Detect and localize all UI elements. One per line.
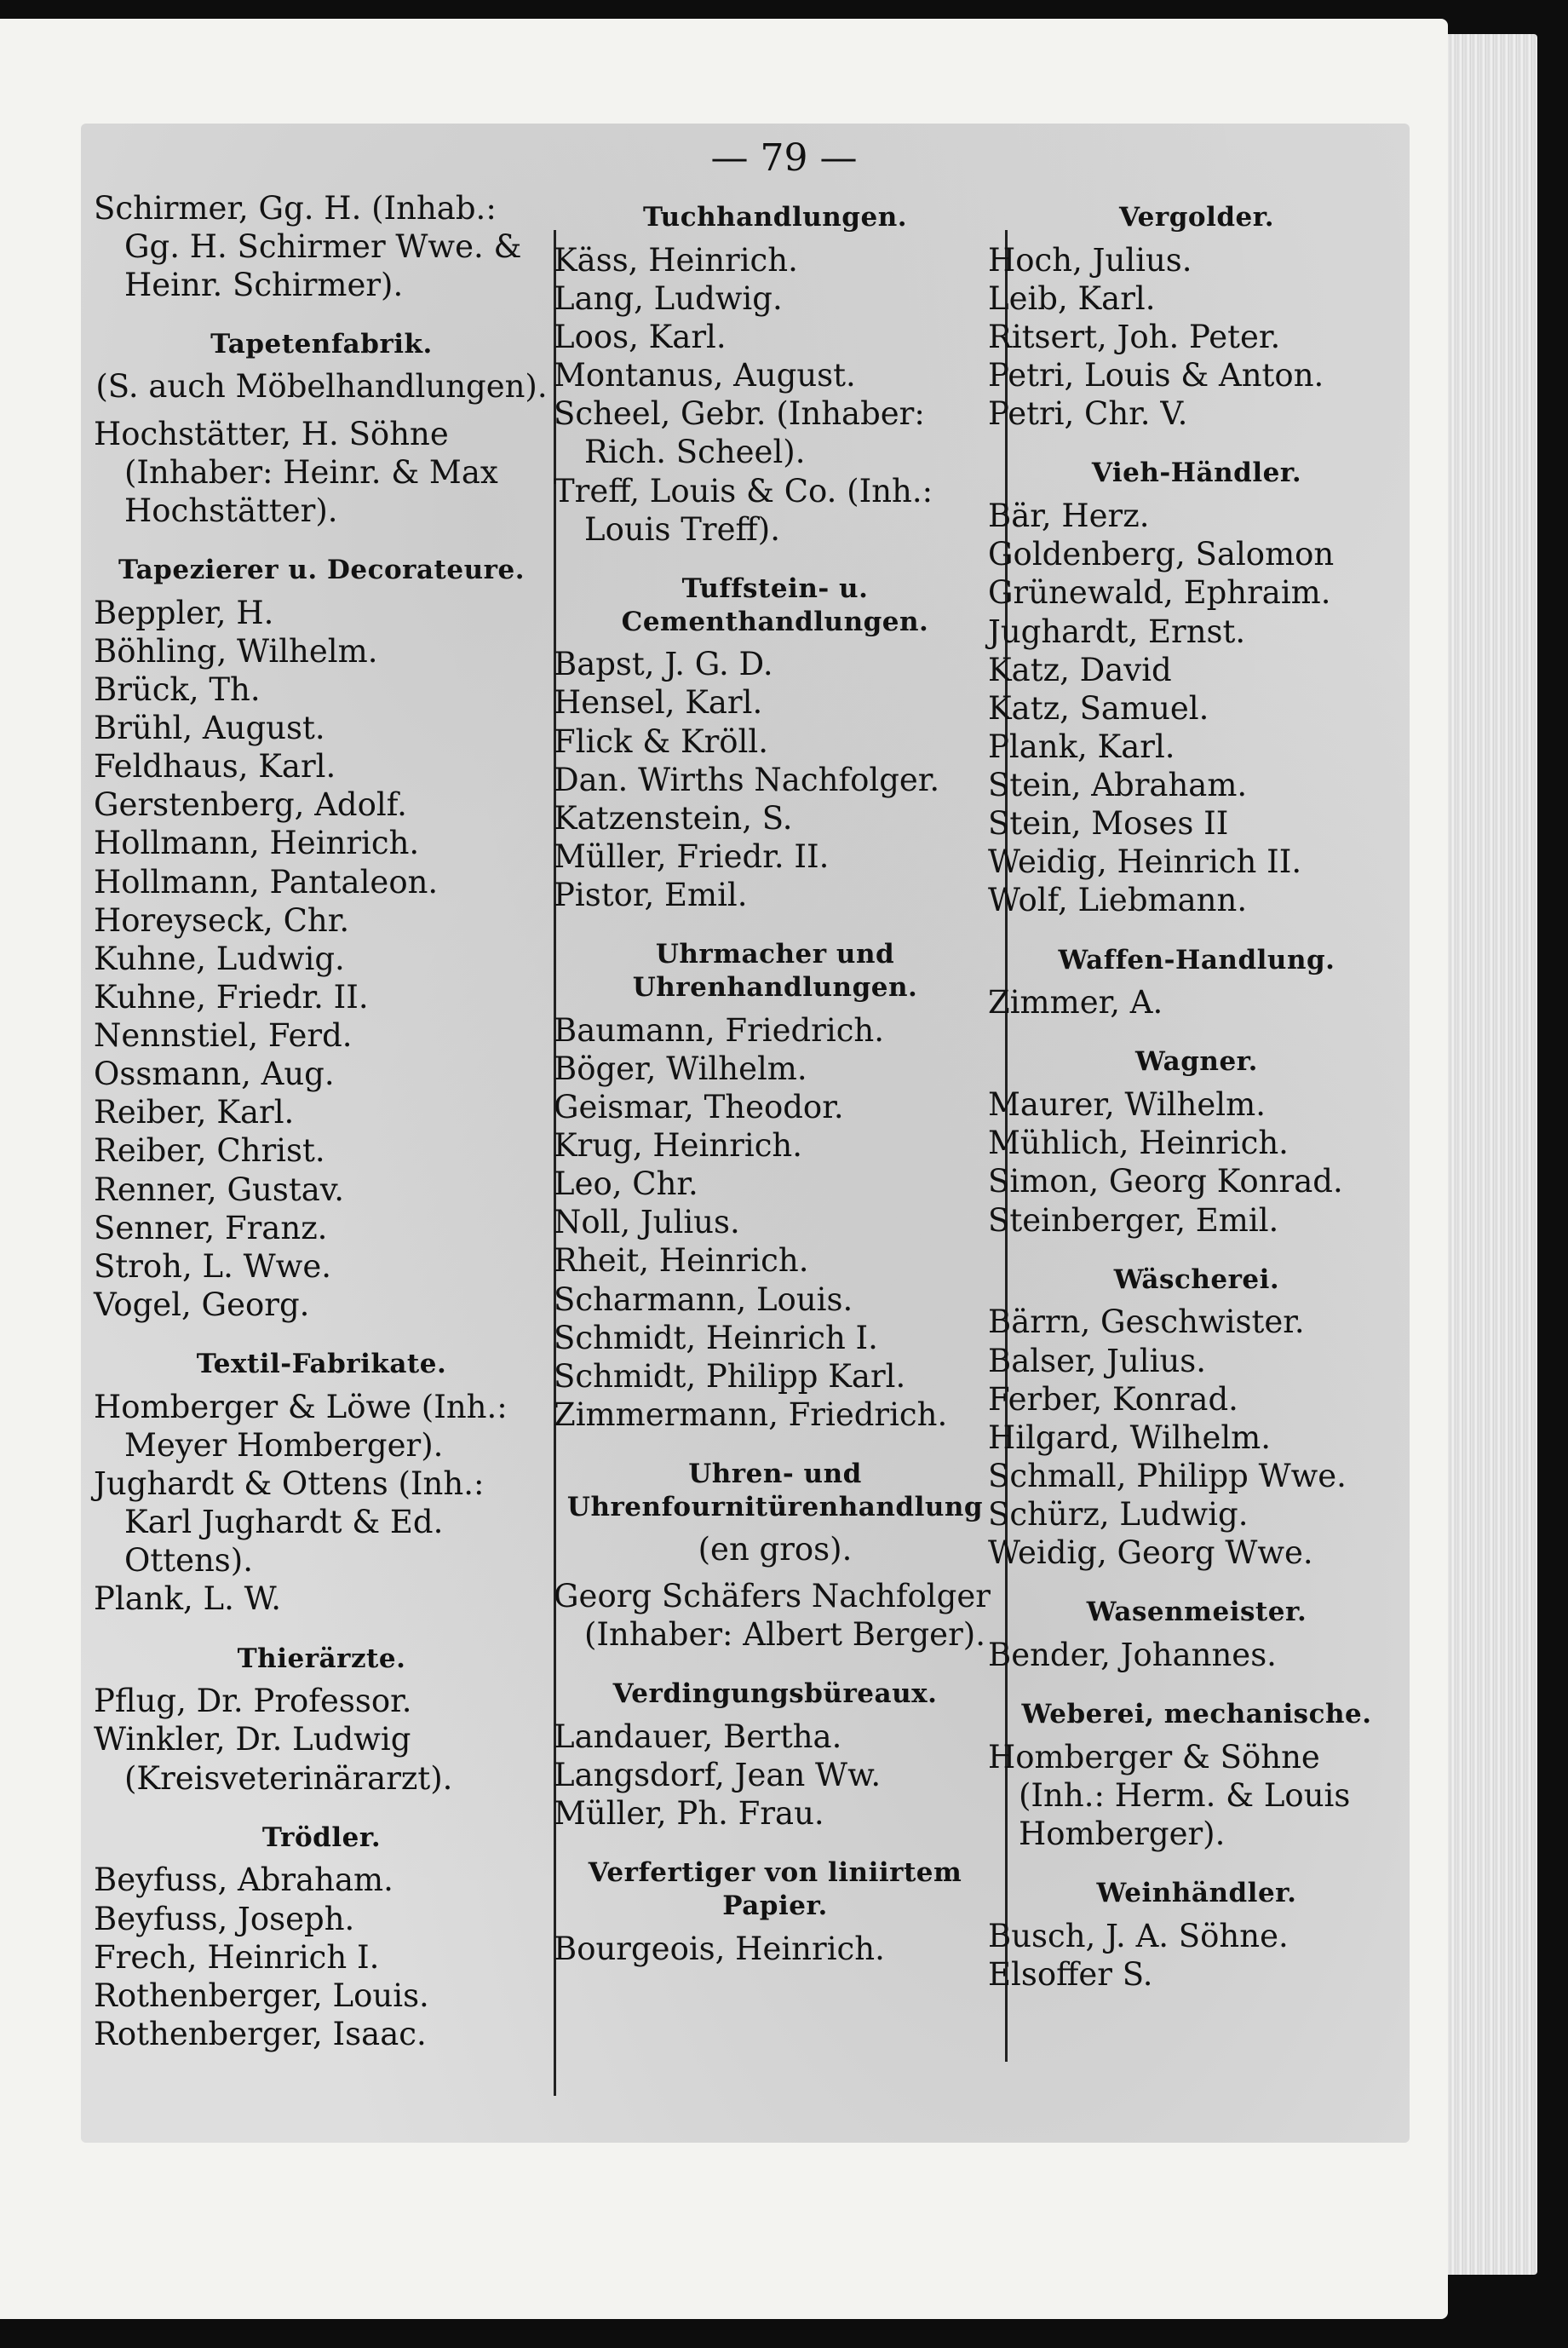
directory-entry: Beyfuss, Abraham. <box>94 1862 393 1899</box>
directory-entry: Baumann, Friedrich. <box>554 1011 885 1049</box>
section-heading: Tapetenfabrik. <box>210 329 433 360</box>
directory-entry: Dan. Wirths Nachfolger. <box>554 761 940 798</box>
directory-section <box>554 938 997 1434</box>
directory-entry: Rheit, Heinrich. <box>554 1242 809 1280</box>
directory-entry: Montanus, August. <box>554 357 856 394</box>
directory-section <box>554 1458 997 1654</box>
directory-entry: Reiber, Christ. <box>94 1132 325 1170</box>
directory-entry: Bender, Johannes. <box>988 1637 1277 1673</box>
section-heading: Vieh-Händler. <box>1091 458 1302 489</box>
directory-entry: Hoch, Julius. <box>988 241 1192 279</box>
section-heading: Textil-Fabrikate. <box>196 1349 447 1380</box>
directory-section <box>94 1821 549 2053</box>
directory-entry: Schmidt, Heinrich I. <box>554 1319 878 1356</box>
directory-entry: Simon, Georg Konrad. <box>988 1163 1343 1200</box>
directory-entry: Scharmann, Louis. <box>554 1280 853 1318</box>
directory-section <box>94 328 549 530</box>
directory-entry: Scheel, Gebr. (Inhaber: Rich. Scheel). <box>554 395 925 471</box>
directory-entry: Mühlich, Heinrich. <box>988 1125 1289 1162</box>
directory-entry: Bärrn, Geschwister. <box>988 1303 1305 1341</box>
directory-section <box>554 1856 997 1968</box>
directory-section <box>94 189 549 304</box>
section-note: (S. auch Möbelhandlungen). <box>95 368 548 406</box>
directory-entry: Pistor, Emil. <box>554 877 748 913</box>
section-heading: Verfertiger von liniirtem Papier. <box>588 1857 962 1922</box>
directory-column-2 <box>554 189 997 1992</box>
directory-entry: Wolf, Liebmann. <box>988 882 1248 919</box>
directory-entry: Flick & Kröll. <box>554 722 768 760</box>
directory-entry: Weidig, Georg Wwe. <box>988 1534 1313 1572</box>
directory-entry: Stein, Abraham. <box>988 767 1248 803</box>
section-heading: Wäscherei. <box>1113 1263 1280 1295</box>
section-heading: Weinhändler. <box>1096 1878 1297 1909</box>
directory-entry: Busch, J. A. Söhne. <box>988 1918 1289 1954</box>
directory-entry: Weidig, Heinrich II. <box>988 843 1302 881</box>
directory-entry: Treff, Louis & Co. (Inh.: Louis Treff). <box>554 472 933 548</box>
directory-entry: Brück, Th. <box>94 670 261 708</box>
directory-entry: Noll, Julius. <box>554 1204 740 1241</box>
directory-entry: Reiber, Karl. <box>94 1094 295 1131</box>
directory-entry: Renner, Gustav. <box>94 1171 345 1208</box>
directory-section <box>988 1698 1405 1853</box>
directory-entry: Krug, Heinrich. <box>554 1127 803 1164</box>
section-heading: Wagner. <box>1135 1046 1258 1078</box>
directory-entry: Katz, David <box>988 651 1172 688</box>
page-number: — 79 — <box>710 136 858 180</box>
directory-entry: Leo, Chr. <box>554 1165 698 1203</box>
directory-entry: Kuhne, Friedr. II. <box>94 978 369 1016</box>
directory-entry: Käss, Heinrich. <box>554 241 798 279</box>
section-heading: Uhren- und Uhrenfournitürenhandlung <box>566 1459 984 1522</box>
section-heading: Uhrmacher und Uhrenhandlungen. <box>632 939 918 1003</box>
directory-entry: Winkler, Dr. Ludwig (Kreisveterinärarzt). <box>94 1721 453 1797</box>
directory-entry: Bourgeois, Heinrich. <box>554 1930 885 1967</box>
section-note: (en gros). <box>698 1530 853 1568</box>
directory-entry: Schirmer, Gg. H. (Inhab.: Gg. H. Schirmer Wwe. & Heinr. Schirmer). <box>94 190 522 304</box>
directory-section <box>554 1678 997 1833</box>
directory-entry: Beppler, H. <box>94 594 274 631</box>
directory-section <box>988 457 1405 919</box>
directory-entry: Maurer, Wilhelm. <box>988 1086 1266 1124</box>
directory-entry: Horeyseck, Chr. <box>94 901 350 939</box>
directory-entry: Stroh, L. Wwe. <box>94 1247 331 1285</box>
directory-entry: Rothenberger, Louis. <box>94 1977 429 2014</box>
directory-section <box>988 1877 1405 1994</box>
directory-entry: Pflug, Dr. Professor. <box>94 1683 412 1720</box>
section-heading: Wasenmeister. <box>1086 1597 1307 1628</box>
directory-entry: Katz, Samuel. <box>988 689 1209 727</box>
directory-entry: Bapst, J. G. D. <box>554 646 773 683</box>
directory-entry: Grünewald, Ephraim. <box>988 574 1331 612</box>
directory-section <box>988 201 1405 433</box>
directory-section <box>94 1643 549 1798</box>
directory-section <box>94 1348 549 1619</box>
directory-entry: Ossmann, Aug. <box>94 1056 335 1093</box>
directory-entry: Ritsert, Joh. Peter. <box>988 319 1281 355</box>
section-heading: Tuffstein- u. Cementhandlungen. <box>621 573 929 637</box>
directory-entry: Goldenberg, Salomon <box>988 536 1335 573</box>
directory-column-3 <box>988 189 1405 2017</box>
directory-section <box>988 1263 1405 1573</box>
directory-entry: Homberger & Söhne (Inh.: Herm. & Louis Homberger). <box>988 1738 1351 1853</box>
directory-entry: Elsoffer S. <box>988 1956 1153 1994</box>
directory-entry: Zimmermann, Friedrich. <box>554 1396 948 1433</box>
directory-entry: Böger, Wilhelm. <box>554 1050 807 1087</box>
directory-entry: Gerstenberg, Adolf. <box>94 786 407 824</box>
section-heading: Tuchhandlungen. <box>642 202 908 233</box>
section-heading: Tapezierer u. Decorateure. <box>118 554 525 585</box>
section-heading: Vergolder. <box>1118 202 1275 233</box>
directory-entry: Leib, Karl. <box>988 279 1156 317</box>
directory-entry: Böhling, Wilhelm. <box>94 632 378 670</box>
section-heading: Trödler. <box>261 1821 382 1853</box>
directory-entry: Plank, Karl. <box>988 728 1175 765</box>
directory-entry: Kuhne, Ludwig. <box>94 940 345 977</box>
directory-entry: Landauer, Bertha. <box>554 1718 842 1755</box>
directory-entry: Schmall, Philipp Wwe. <box>988 1457 1347 1494</box>
directory-entry: Schürz, Ludwig. <box>988 1496 1249 1533</box>
directory-entry: Geismar, Theodor. <box>554 1088 844 1125</box>
directory-entry: Petri, Chr. V. <box>988 395 1188 433</box>
section-heading: Weberei, mechanische. <box>1021 1699 1372 1730</box>
directory-entry: Müller, Friedr. II. <box>554 837 830 875</box>
directory-entry: Vogel, Georg. <box>94 1286 310 1323</box>
directory-entry: Zimmer, A. <box>988 984 1163 1021</box>
directory-entry: Ferber, Konrad. <box>988 1380 1238 1418</box>
directory-entry: Plank, L. W. <box>94 1580 281 1618</box>
directory-entry: Hollmann, Heinrich. <box>94 825 420 862</box>
directory-section <box>988 1596 1405 1674</box>
directory-entry: Hilgard, Wilhelm. <box>988 1419 1272 1456</box>
directory-entry: Steinberger, Emil. <box>988 1201 1279 1239</box>
section-heading: Thierärzte. <box>237 1643 406 1674</box>
section-heading: Waffen-Handlung. <box>1058 944 1335 975</box>
directory-entry: Loos, Karl. <box>554 319 727 355</box>
directory-entry: Müller, Ph. Frau. <box>554 1795 824 1833</box>
directory-entry: Hensel, Karl. <box>554 684 763 722</box>
directory-entry: Hollmann, Pantaleon. <box>94 863 439 901</box>
directory-section <box>554 573 997 914</box>
directory-section <box>94 554 549 1324</box>
section-heading: Verdingungsbüreaux. <box>612 1678 938 1710</box>
directory-entry: Beyfuss, Joseph. <box>94 1900 355 1937</box>
directory-section <box>988 944 1405 1022</box>
directory-entry: Homberger & Löwe (Inh.: Meyer Homberger). <box>94 1388 508 1464</box>
directory-entry: Schmidt, Philipp Karl. <box>554 1357 906 1395</box>
directory-entry: Stein, Moses II <box>988 805 1229 843</box>
directory-entry: Balser, Julius. <box>988 1342 1207 1379</box>
directory-entry: Petri, Louis & Anton. <box>988 357 1324 394</box>
directory-column-1 <box>94 189 549 2077</box>
directory-section <box>988 1045 1405 1239</box>
directory-entry: Rothenberger, Isaac. <box>94 2015 427 2052</box>
directory-entry: Senner, Franz. <box>94 1209 328 1246</box>
directory-section <box>554 201 997 549</box>
directory-entry: Langsdorf, Jean Ww. <box>554 1757 882 1794</box>
directory-entry: Frech, Heinrich I. <box>94 1938 380 1976</box>
directory-entry: Georg Schäfers Nachfolger (Inhaber: Albert Berger). <box>554 1577 991 1654</box>
directory-entry: Jughardt, Ernst. <box>988 613 1246 650</box>
directory-entry: Katzenstein, S. <box>554 799 793 837</box>
directory-entry: Jughardt & Ottens (Inh.: Karl Jughardt & Ed. Ottens). <box>94 1465 485 1580</box>
directory-entry: Brühl, August. <box>94 710 325 747</box>
directory-entry: Lang, Ludwig. <box>554 279 783 317</box>
directory-entry: Nennstiel, Ferd. <box>94 1017 353 1055</box>
directory-entry: Bär, Herz. <box>988 498 1150 535</box>
directory-entry: Hochstätter, H. Söhne (Inhaber: Heinr. & Max Hochstätter). <box>94 415 498 529</box>
directory-entry: Feldhaus, Karl. <box>94 748 336 786</box>
